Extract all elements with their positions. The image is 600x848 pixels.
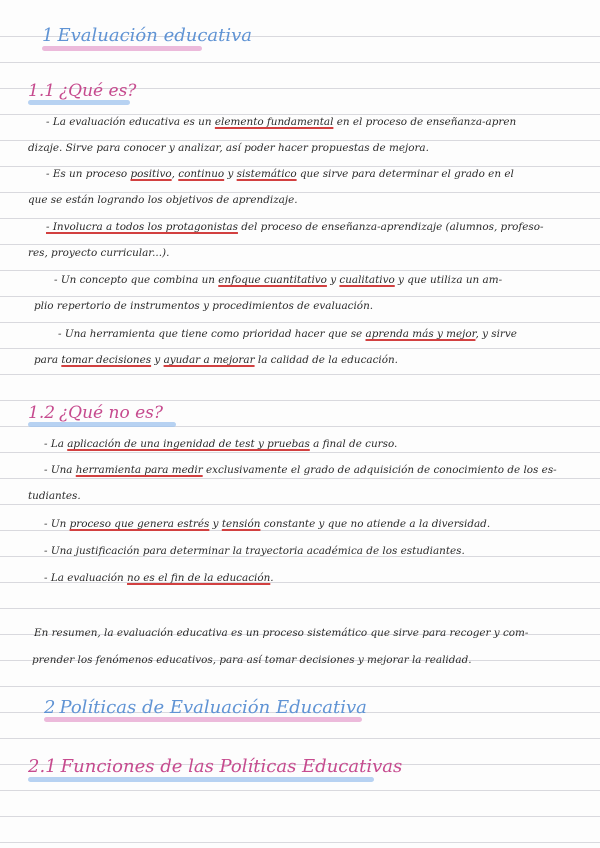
text-span: que se están logrando los objetivos de aprendizaje. [28,194,298,206]
text-line [28,246,573,260]
text-line [28,463,589,477]
heading-highlight [42,46,202,51]
text-span: - La [44,438,68,450]
heading-number: 2.1 [28,756,57,777]
text-span: para [34,354,62,366]
heading-text: Funciones de las Políticas Educativas [60,756,403,777]
heading-number: 1.2 [28,403,56,423]
underlined-text: aprenda más y mejor [365,328,476,340]
text-span: prender los fenómenos educativos, para así tomar decisiones y mejorar la realidad. [32,654,472,666]
text-span: - La evaluación educativa es un [46,116,215,128]
text-span: , y sirve [475,328,517,340]
text-span: - Un [44,518,70,530]
text-line [28,193,573,207]
text-line [28,544,589,558]
underlined-text: herramienta para medir [75,464,203,476]
heading-que-es [28,83,136,100]
text-span: - Es un proceso [46,168,131,180]
underlined-text: enfoque cuantitativo [218,274,327,286]
text-line [28,489,573,503]
heading-evaluacion-educativa [42,27,252,45]
heading-text: Evaluación educativa [57,25,253,46]
text-span: res, proyecto curricular...). [28,247,170,259]
underlined-text: sistemático [236,168,297,180]
text-span: y [209,518,222,530]
text-span: y [224,168,237,180]
text-line [28,437,589,451]
text-line [28,517,589,531]
text-line [28,353,579,367]
underlined-text: tomar decisiones [61,354,152,366]
summary-line [28,653,577,667]
underlined-text: tensión [221,518,261,530]
underlined-text: no es el fin de la educación [127,572,271,584]
text-span: y [326,274,340,286]
text-line [28,220,591,234]
underlined-text: elemento fundamental [214,116,334,128]
text-line [28,571,589,585]
heading-politicas [44,699,367,717]
heading-que-no-es [28,405,163,422]
heading-highlight [28,777,374,782]
underlined-text: cualitativo [339,274,395,286]
text-span: y que utiliza un am- [394,274,503,286]
text-span: constante y que no atiende a la diversidad. [260,518,491,530]
text-line [28,273,599,287]
text-line [28,167,591,181]
text-span: tudiantes. [28,490,81,502]
heading-text: ¿Qué es? [59,81,137,101]
text-span: dizaje. Sirve para conocer y analizar, así poder hacer propuestas de mejora. [28,142,429,154]
text-span: - La evaluación [44,572,128,584]
heading-number: 1.1 [28,81,56,101]
text-line [28,141,573,155]
heading-text: Políticas de Evaluación Educativa [59,697,367,718]
text-span: - Un concepto que combina un [54,274,219,286]
underlined-text: proceso que genera estrés [69,518,210,530]
text-span: y [151,354,164,366]
underlined-text: - Involucra a todos los protagonistas [46,221,238,233]
underlined-text: aplicación de una ingenidad de test y pruebas [67,438,310,450]
text-span: - Una herramienta que tiene como prioridad hacer que se [58,328,366,340]
summary-line [28,626,579,640]
underlined-text: continuo [178,168,225,180]
text-span: plio repertorio de instrumentos y procedimientos de evaluación. [34,300,374,312]
text-span: exclusivamente el grado de adquisición de conocimiento de los es- [202,464,557,476]
text-span: la calidad de la educación. [254,354,398,366]
text-span: . [270,572,274,584]
text-line [28,327,600,341]
text-span: En resumen, la evaluación educativa es un proceso sistemático que sirve para recoger y com- [34,627,529,639]
heading-number: 1 [42,25,54,46]
heading-funciones [28,758,402,776]
text-span: , [171,168,179,180]
text-span: del proceso de enseñanza-aprendizaje (alumnos, profeso- [237,221,544,233]
underlined-text: ayudar a mejorar [163,354,255,366]
text-span: en el proceso de enseñanza-apren [333,116,517,128]
text-span: a final de curso. [309,438,398,450]
text-span: que sirve para determinar el grado en el [296,168,514,180]
text-line [28,115,591,129]
text-span: - Una [44,464,76,476]
heading-number: 2 [44,697,56,718]
heading-text: ¿Qué no es? [59,403,163,423]
underlined-text: positivo [130,168,172,180]
text-span: - Una justificación para determinar la trayectoria académica de los estudiantes. [44,545,465,557]
text-line [28,299,579,313]
